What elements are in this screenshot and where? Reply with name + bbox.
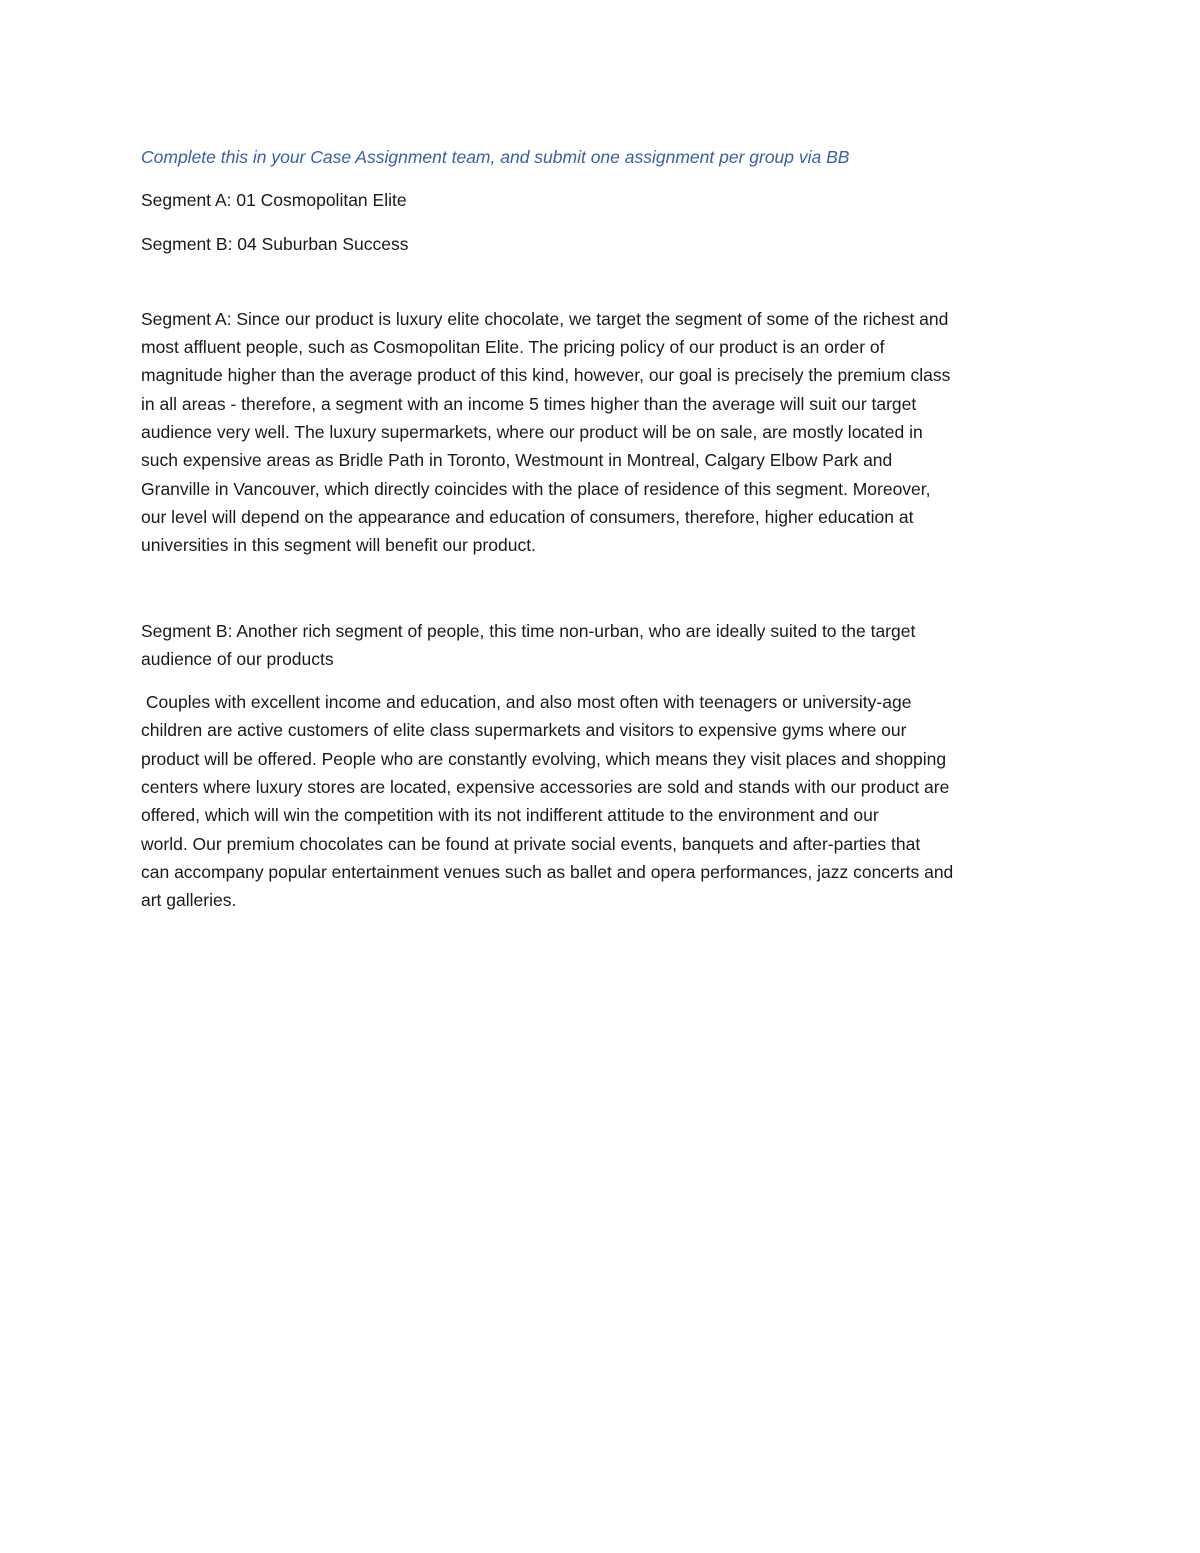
assignment-instruction: Complete this in your Case Assignment team, and submit one assignment per group via BB: [141, 147, 850, 167]
segment-b-line: centers where luxury stores are located, expensive accessories are sold and stands with our product are: [141, 777, 950, 798]
segment-b-line: children are active customers of elite class supermarkets and visitors to expensive gyms where our: [141, 720, 907, 741]
segment-b-line: art galleries.: [141, 890, 237, 911]
segment-a-line: Segment A: Since our product is luxury elite chocolate, we target the segment of some of the richest and: [141, 308, 949, 329]
spacer: [141, 673, 1066, 688]
segment-b-label: Segment B: 04 Suburban Success: [141, 233, 409, 254]
segment-b-paragraph: [141, 688, 1066, 914]
segment-b-line: offered, which will win the competition with its not indifferent attitude to the environment and our: [141, 805, 879, 826]
segment-b-intro-line: audience of our products: [141, 648, 334, 669]
segment-a-label: Segment A: 01 Cosmopolitan Elite: [141, 190, 407, 211]
segment-a-line: such expensive areas as Bridle Path in Toronto, Westmount in Montreal, Calgary Elbow Park and: [141, 450, 893, 471]
segment-b-intro-line: Segment B: Another rich segment of people, this time non-urban, who are ideally suited to the target: [141, 620, 916, 641]
segment-b-line: product will be offered. People who are constantly evolving, which means they visit places and shopping: [141, 748, 947, 769]
segment-a-paragraph: [141, 305, 1066, 560]
document-body: [141, 143, 1066, 915]
segment-b-intro: [141, 617, 1066, 674]
segment-a-line: magnitude higher than the average product of this kind, however, our goal is precisely the premium class: [141, 365, 951, 386]
segment-a-line: audience very well. The luxury supermarkets, where our product will be on sale, are mostly located in: [141, 422, 923, 443]
segment-a-line: most affluent people, such as Cosmopolitan Elite. The pricing policy of our product is an order of: [141, 337, 885, 358]
segment-a-line: our level will depend on the appearance and education of consumers, therefore, higher education at: [141, 506, 914, 527]
segment-b-line: can accompany popular entertainment venues such as ballet and opera performances, jazz concerts and: [141, 861, 954, 882]
spacer: [141, 258, 1066, 305]
segment-b-line: Couples with excellent income and education, and also most often with teenagers or university-age: [141, 692, 912, 713]
segment-b-line: world. Our premium chocolates can be found at private social events, banquets and after-parties that: [141, 833, 921, 854]
segment-a-line: in all areas - therefore, a segment with an income 5 times higher than the average will suit our target: [141, 393, 917, 414]
segment-a-line: universities in this segment will benefit our product.: [141, 535, 536, 556]
segment-a-line: Granville in Vancouver, which directly coincides with the place of residence of this segment. Moreover,: [141, 478, 931, 499]
spacer: [141, 560, 1066, 617]
